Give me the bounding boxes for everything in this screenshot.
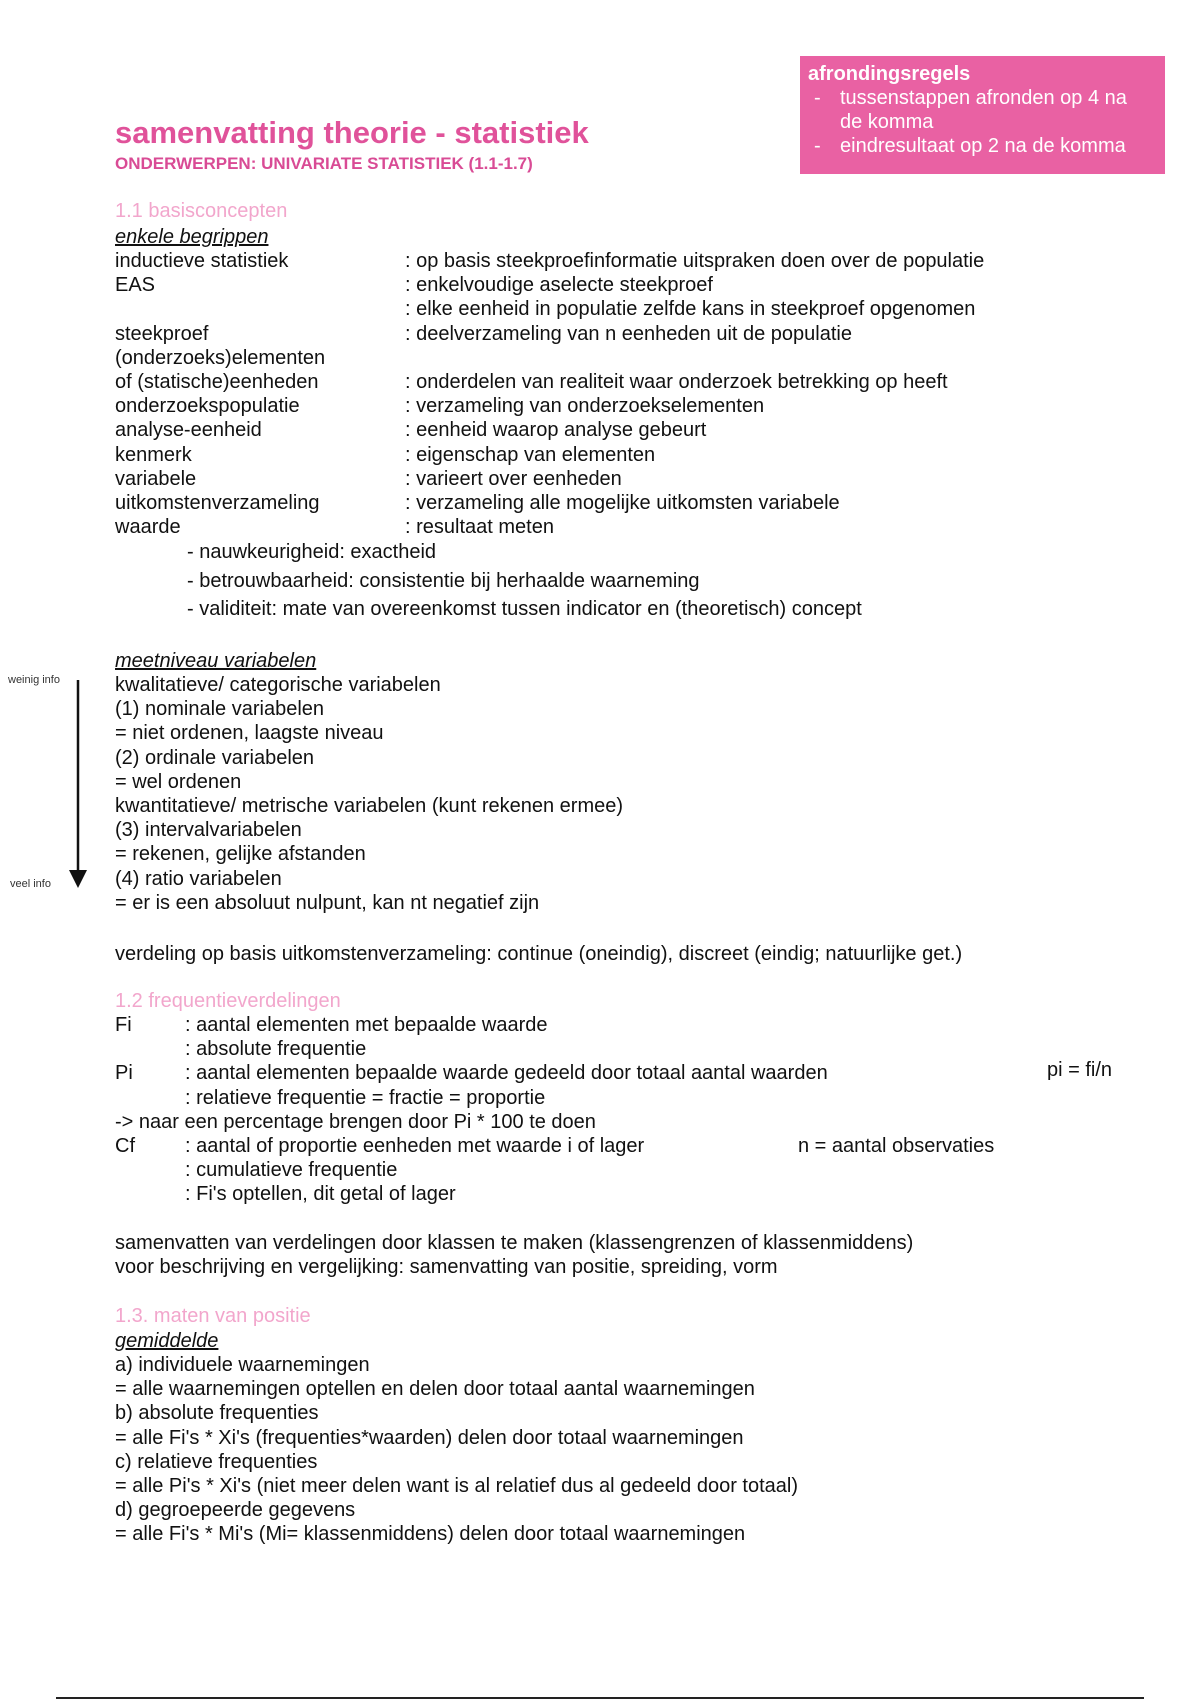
list-item: c) relatieve frequenties bbox=[115, 1450, 318, 1473]
list-item: d) gegroepeerde gegevens bbox=[115, 1499, 356, 1522]
list-item: (3) intervalvariabelen bbox=[115, 819, 302, 842]
definition-text: : verzameling van onderzoekselementen bbox=[405, 395, 765, 418]
list-item: = wel ordenen bbox=[115, 770, 242, 793]
definition-row bbox=[115, 370, 1115, 394]
definition-row bbox=[115, 443, 1115, 467]
definition-term: analyse-eenheid bbox=[115, 419, 262, 442]
definition-text: : absolute frequentie bbox=[185, 1038, 367, 1061]
list-item: (4) ratio variabelen bbox=[115, 867, 282, 890]
bullet-betrouwbaarheid: - betrouwbaarheid: consistentie bij herhaalde waarneming bbox=[187, 570, 700, 592]
page-title: samenvatting theorie - statistiek bbox=[115, 115, 589, 150]
definition-term: Pi bbox=[115, 1062, 133, 1085]
list-item: = alle Fi's * Mi's (Mi= klassenmiddens) delen door totaal waarnemingen bbox=[115, 1523, 746, 1546]
definition-list bbox=[115, 249, 1115, 539]
definition-term: uitkomstenverzameling bbox=[115, 491, 320, 514]
rounding-rule-item: - tussenstappen afronden op 4 na bbox=[808, 86, 1157, 110]
definition-text: : verzameling alle mogelijke uitkomsten variabele bbox=[405, 491, 840, 514]
definition-text: : aantal of proportie eenheden met waarde i of lager bbox=[185, 1134, 645, 1157]
list-item: b) absolute frequenties bbox=[115, 1402, 319, 1425]
subheading-gemiddelde: gemiddelde bbox=[115, 1330, 219, 1352]
definition-term: kenmerk bbox=[115, 443, 192, 466]
definition-term: variabele bbox=[115, 467, 197, 490]
definition-row bbox=[115, 1013, 1015, 1037]
subheading-meetniveau: meetniveau variabelen bbox=[115, 650, 317, 672]
definition-row bbox=[115, 1086, 1015, 1110]
definition-term: (onderzoeks)elementen bbox=[115, 346, 326, 369]
list-item: kwalitatieve/ categorische variabelen bbox=[115, 674, 441, 696]
section-heading-basisconcepten: 1.1 basisconcepten bbox=[115, 200, 288, 222]
arrow-down-icon bbox=[68, 680, 88, 890]
definition-text: : varieert over eenheden bbox=[405, 467, 622, 490]
definition-term: Cf bbox=[115, 1134, 135, 1157]
definition-text: : eigenschap van elementen bbox=[405, 443, 656, 466]
rounding-rule-item-continued: de komma bbox=[840, 111, 934, 133]
definition-text: : deelverzameling van n eenheden uit de populatie bbox=[405, 322, 852, 345]
list-item: = alle waarnemingen optellen en delen door totaal aantal waarnemingen bbox=[115, 1378, 755, 1401]
rounding-rules-heading: afrondingsregels bbox=[808, 63, 971, 85]
summary-line: samenvatten van verdelingen door klassen te maken (klassengrenzen of klassenmiddens) bbox=[115, 1232, 914, 1254]
definition-row bbox=[115, 1158, 1015, 1182]
side-label-weinig-info: weinig info bbox=[8, 674, 60, 686]
rounding-rules-box bbox=[800, 56, 1165, 174]
definition-row bbox=[115, 346, 1115, 370]
definition-text: : relatieve frequentie = fractie = proportie bbox=[185, 1086, 546, 1109]
section-heading-frequentieverdelingen: 1.2 frequentieverdelingen bbox=[115, 990, 341, 1012]
list-item: a) individuele waarnemingen bbox=[115, 1354, 370, 1376]
meetniveau-list bbox=[115, 673, 623, 915]
definition-row bbox=[115, 297, 1115, 321]
definition-text: : Fi's optellen, dit getal of lager bbox=[185, 1183, 456, 1206]
list-item: kwantitatieve/ metrische variabelen (kunt rekenen ermee) bbox=[115, 794, 624, 817]
definition-row bbox=[115, 491, 1115, 515]
definition-text: : op basis steekproefinformatie uitspraken doen over de populatie bbox=[405, 250, 985, 272]
definition-term: steekproef bbox=[115, 322, 209, 345]
summary-line: voor beschrijving en vergelijking: samenvatting van positie, spreiding, vorm bbox=[115, 1256, 778, 1278]
note-pi-formula: pi = fi/n bbox=[1047, 1059, 1113, 1081]
definition-term: of (statische)eenheden bbox=[115, 370, 319, 393]
list-item: = niet ordenen, laagste niveau bbox=[115, 722, 384, 745]
bullet-validiteit: - validiteit: mate van overeenkomst tussen indicator en (theoretisch) concept bbox=[187, 598, 862, 620]
definition-text: : enkelvoudige aselecte steekproef bbox=[405, 274, 713, 297]
list-item: = er is een absoluut nulpunt, kan nt negatief zijn bbox=[115, 891, 540, 914]
section-heading-maten-van-positie: 1.3. maten van positie bbox=[115, 1305, 311, 1327]
definition-text: : resultaat meten bbox=[405, 516, 554, 539]
definition-term: onderzoekspopulatie bbox=[115, 395, 300, 418]
list-item: = rekenen, gelijke afstanden bbox=[115, 843, 366, 866]
definition-row bbox=[115, 418, 1115, 442]
definition-row bbox=[115, 249, 1115, 273]
rounding-rule-item: - eindresultaat op 2 na de komma bbox=[808, 134, 1157, 158]
definition-text: : aantal elementen bepaalde waarde gedeeld door totaal aantal waarden bbox=[185, 1062, 828, 1085]
bullet-nauwkeurigheid: - nauwkeurigheid: exactheid bbox=[187, 541, 437, 563]
frequency-definitions bbox=[115, 1013, 1015, 1207]
definition-term: Fi bbox=[115, 1014, 132, 1036]
definition-term: EAS bbox=[115, 274, 156, 297]
definition-text: : cumulatieve frequentie bbox=[185, 1159, 398, 1182]
definition-row bbox=[115, 1182, 1015, 1206]
subheading-begrippen: enkele begrippen bbox=[115, 226, 269, 248]
list-item: (1) nominale variabelen bbox=[115, 698, 325, 721]
definition-text: : elke eenheid in populatie zelfde kans in steekproef opgenomen bbox=[405, 298, 976, 321]
definition-row bbox=[115, 1061, 1015, 1085]
definition-row bbox=[115, 322, 1115, 346]
definition-term: waarde bbox=[115, 516, 181, 539]
definition-text: : eenheid waarop analyse gebeurt bbox=[405, 419, 707, 442]
definition-text: : onderdelen van realiteit waar onderzoek betrekking op heeft bbox=[405, 370, 948, 393]
gemiddelde-list bbox=[115, 1353, 798, 1547]
arrow-line: -> naar een percentage brengen door Pi * 100 te doen bbox=[115, 1110, 596, 1133]
definition-text: : aantal elementen met bepaalde waarde bbox=[185, 1014, 548, 1036]
note-n-observaties: n = aantal observaties bbox=[798, 1135, 995, 1157]
definition-row bbox=[115, 1037, 1015, 1061]
list-item: (2) ordinale variabelen bbox=[115, 746, 315, 769]
definition-row bbox=[115, 273, 1115, 297]
verdeling-text: verdeling op basis uitkomstenverzameling: continue (oneindig), discreet (eindig; natuurlijke get.) bbox=[115, 943, 963, 965]
definition-row bbox=[115, 467, 1115, 491]
definition-term: inductieve statistiek bbox=[115, 250, 289, 272]
page-subtitle: ONDERWERPEN: UNIVARIATE STATISTIEK (1.1-1.7) bbox=[115, 154, 533, 173]
definition-row bbox=[115, 394, 1115, 418]
list-item: = alle Pi's * Xi's (niet meer delen want is al relatief dus al gedeeld door totaal) bbox=[115, 1474, 799, 1497]
list-item: = alle Fi's * Xi's (frequenties*waarden) delen door totaal waarnemingen bbox=[115, 1426, 744, 1449]
bottom-divider bbox=[56, 1697, 1144, 1699]
side-label-veel-info: veel info bbox=[10, 878, 51, 890]
definition-row bbox=[115, 515, 1115, 539]
